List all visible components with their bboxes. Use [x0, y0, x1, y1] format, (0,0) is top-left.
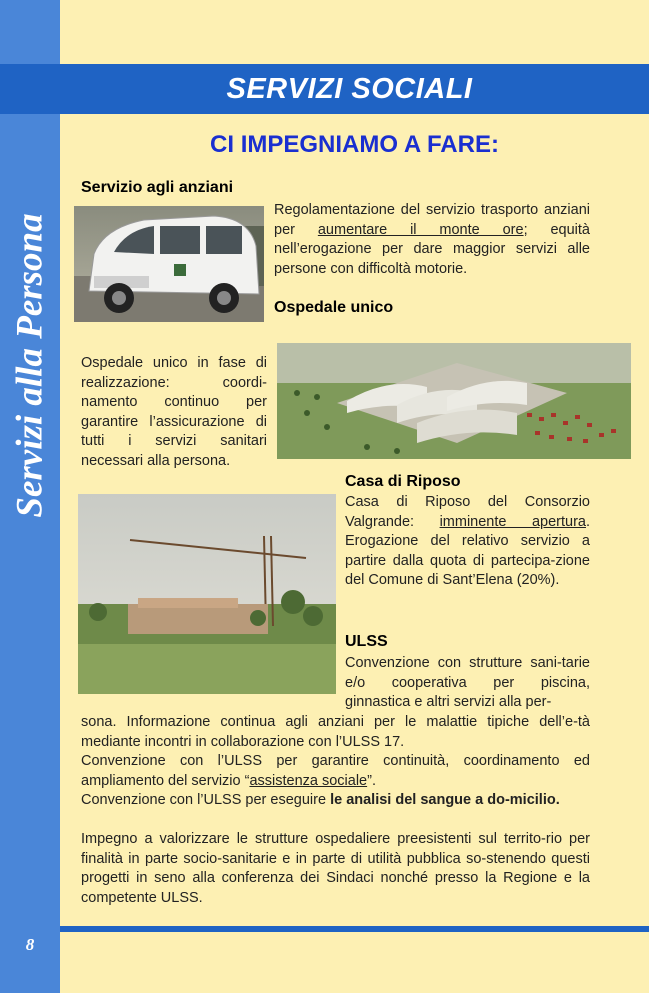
- text-riposo-part1: Casa di Riposo del Consorzio Valgrande:: [345, 494, 590, 530]
- text-ulss-2-part2: ”.: [367, 772, 376, 789]
- text-anziani-part2: ; equità nell’erogazione per dare maggior servizi alle persone con difficoltà motorie.: [274, 221, 590, 277]
- hospital-image: [277, 343, 631, 459]
- text-riposo: [345, 493, 590, 591]
- heading-riposo: Casa di Riposo: [345, 473, 461, 490]
- text-ulss-3-part1: Convenzione con l’ULSS per eseguire: [81, 792, 331, 808]
- photo-hospital: [277, 343, 631, 459]
- heading-ulss: ULSS: [345, 633, 388, 650]
- text-ulss-3: [81, 791, 590, 811]
- photo-construction: [78, 494, 336, 694]
- text-anziani: [274, 201, 590, 279]
- heading-ospedale: Ospedale unico: [274, 299, 394, 316]
- text-riposo-part2: . Erogazione del relativo servizio a partire dalla quota di partecipa-zione del Comune di Sant’Elena (20%).: [345, 513, 591, 589]
- text-ulss-2: [81, 752, 590, 791]
- text-ulss-4: Impegno a valorizzare le strutture ospedaliere preesistenti sul territo-rio per finalità in parte socio-sanitarie e in parte di utilità pubblica so-stenendo questi progetti in seno alla conferenza dei Sindaci nonché presso la Regione e la competente ULSS.: [81, 831, 590, 906]
- text-anziani-highlight: aumentare il monte ore: [317, 221, 524, 238]
- text-ulss-intro-bottom: [81, 713, 590, 752]
- text-ulss-3-bold: le analisi del sangue a do-micilio.: [330, 792, 560, 808]
- heading-anziani: Servizio agli anziani: [81, 179, 234, 196]
- sidebar-label: [4, 170, 56, 560]
- text-riposo-highlight: imminente apertura: [439, 513, 586, 530]
- bottom-rule: [60, 926, 649, 932]
- photo-van: [74, 206, 264, 322]
- text-ulss-intro-a: Convenzione con strutture sani-tarie e/o cooperativa per piscina, ginnastica e altri servizi alla per-: [345, 655, 590, 711]
- title-bar: [0, 64, 649, 114]
- text-ulss-2-part1: Convenzione con l’ULSS per garantire continuità, coordinamento ed ampliamento del servizio “: [81, 753, 590, 789]
- page-title: SERVIZI SOCIALI: [226, 72, 473, 105]
- text-anziani-part1: Regolamentazione del servizio trasporto anziani per: [274, 202, 590, 238]
- text-ulss-intro-top: [345, 654, 590, 713]
- page-number: 8: [25, 935, 35, 954]
- van-image: [74, 206, 264, 322]
- text-ulss-intro-b: sona. Informazione continua agli anziani per le malattie tipiche dell’e-tà mediante incontri in collaborazione con l’ULSS 17.: [81, 714, 590, 750]
- construction-image: [78, 494, 336, 694]
- section-subtitle: CI IMPEGNIAMO A FARE:: [210, 131, 499, 158]
- sidebar-label-text: Servizi alla Persona: [9, 212, 51, 518]
- text-ospedale: Ospedale unico in fase di realizzazione: coordi-namento continuo per garantire l’assicurazione di tutti i servizi sanitari necessari alla persona.: [81, 355, 267, 469]
- text-ulss-2-highlight: assistenza sociale: [249, 772, 368, 789]
